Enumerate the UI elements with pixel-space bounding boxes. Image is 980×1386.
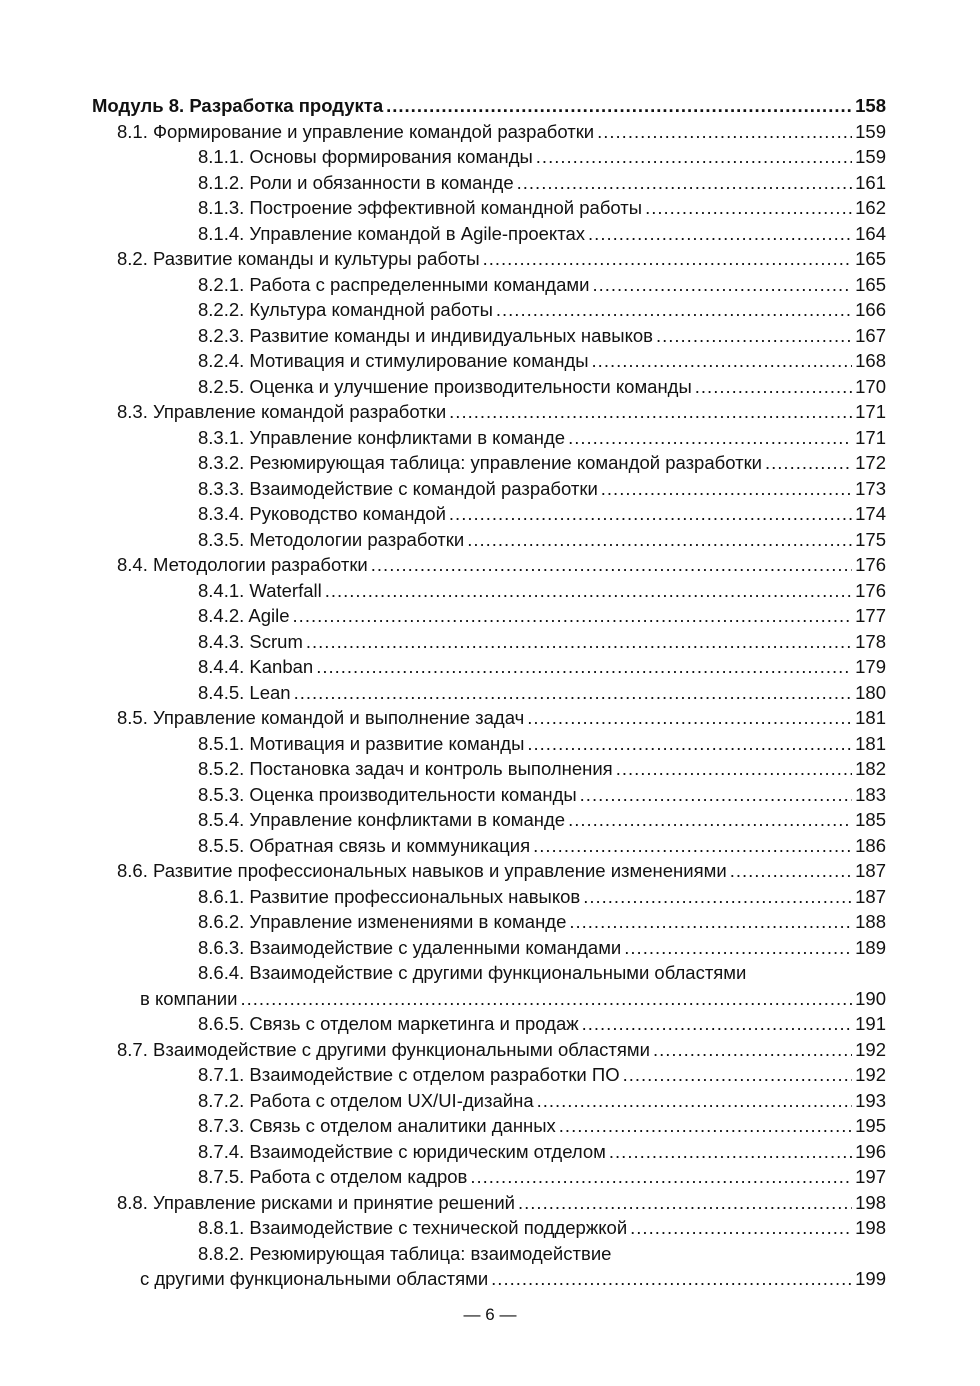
toc-entry[interactable] bbox=[92, 1037, 886, 1063]
toc-entry[interactable] bbox=[92, 323, 886, 349]
toc-entry-page-number: 195 bbox=[855, 1115, 886, 1136]
dot-leader bbox=[583, 884, 852, 910]
toc-entry-title: 8.7.1. Взаимодействие с отделом разработки ПО bbox=[198, 1064, 620, 1085]
toc-entry-title: 8.7.4. Взаимодействие с юридическим отделом bbox=[198, 1140, 606, 1162]
toc-entry[interactable] bbox=[92, 782, 886, 808]
toc-entry-page-number: 179 bbox=[855, 656, 886, 677]
toc-entry-page-number: 198 bbox=[855, 1217, 886, 1238]
toc-entry-page-number: 172 bbox=[855, 452, 886, 473]
toc-entry-page-number: 166 bbox=[855, 299, 886, 320]
toc-entry-page-number: 165 bbox=[855, 273, 886, 295]
toc-entry-title: 8.7.3. Связь с отделом аналитики данных bbox=[198, 1115, 556, 1136]
dot-leader bbox=[592, 348, 853, 374]
toc-entry-title: 8.7.2. Работа с отделом UX/UI-дизайна bbox=[198, 1089, 534, 1111]
toc-entry[interactable] bbox=[92, 170, 886, 196]
toc-entry-page-number: 187 bbox=[855, 885, 886, 907]
toc-entry[interactable] bbox=[92, 629, 886, 655]
dot-leader bbox=[240, 986, 852, 1012]
dot-leader bbox=[580, 782, 852, 808]
toc-entry-title: 8.4.1. Waterfall bbox=[198, 579, 322, 601]
dot-leader bbox=[765, 450, 852, 476]
dot-leader bbox=[536, 144, 852, 170]
dot-leader bbox=[568, 807, 852, 833]
toc-entry-page-number: 192 bbox=[855, 1064, 886, 1085]
toc-entry-title: 8.2.5. Оценка и улучшение производительности команды bbox=[198, 375, 692, 397]
toc-entry-page-number: 188 bbox=[855, 911, 886, 932]
toc-entry[interactable] bbox=[92, 935, 886, 961]
dot-leader bbox=[597, 119, 852, 145]
toc-entry-page-number: 161 bbox=[855, 171, 886, 193]
toc-entry[interactable] bbox=[92, 246, 886, 272]
toc-entry-title: 8.5.5. Обратная связь и коммуникация bbox=[198, 834, 531, 856]
toc-entry-title: 8.4.2. Agile bbox=[198, 605, 290, 626]
toc-entry-title: в компании bbox=[140, 987, 238, 1009]
toc-entry[interactable] bbox=[92, 297, 886, 323]
toc-entry-page-number: 189 bbox=[855, 936, 886, 958]
toc-entry[interactable] bbox=[92, 552, 886, 578]
dot-leader bbox=[483, 246, 853, 272]
toc-entry[interactable] bbox=[92, 756, 886, 782]
toc-entry[interactable] bbox=[92, 348, 886, 374]
dot-leader bbox=[568, 425, 852, 451]
toc-entry-page-number: 191 bbox=[855, 1013, 886, 1034]
dot-leader bbox=[569, 909, 852, 935]
toc-entry-page-number: 171 bbox=[855, 401, 886, 422]
toc-entry-page-number: 159 bbox=[855, 120, 886, 142]
toc-entry-page-number: 173 bbox=[855, 477, 886, 499]
toc-entry-page-number: 196 bbox=[855, 1140, 886, 1162]
toc-entry-title: с другими функциональными областями bbox=[140, 1268, 489, 1289]
toc-entry-title: 8.7.5. Работа с отделом кадров bbox=[198, 1166, 468, 1187]
dot-leader bbox=[518, 1190, 852, 1216]
dot-leader bbox=[630, 1215, 852, 1241]
toc-entry[interactable] bbox=[92, 654, 886, 680]
toc-entry-title: 8.2.2. Культура командной работы bbox=[198, 299, 493, 320]
toc-entry[interactable] bbox=[92, 909, 886, 935]
toc-entry[interactable] bbox=[92, 603, 886, 629]
toc-entry-title: 8.2. Развитие команды и культуры работы bbox=[117, 248, 480, 269]
dot-leader bbox=[623, 1062, 853, 1088]
toc-entry-page-number: 181 bbox=[855, 732, 886, 754]
toc-entry[interactable] bbox=[92, 399, 886, 425]
toc-entry-title: 8.3.1. Управление конфликтами в команде bbox=[198, 426, 566, 448]
toc-entry-title: 8.6.2. Управление изменениями в команде bbox=[198, 911, 567, 932]
toc-entry[interactable] bbox=[92, 731, 886, 757]
dot-leader bbox=[559, 1113, 852, 1139]
toc-entry[interactable] bbox=[92, 195, 886, 221]
dot-leader bbox=[730, 858, 852, 884]
toc-entry[interactable] bbox=[92, 1164, 886, 1190]
toc-entry[interactable] bbox=[92, 476, 886, 502]
toc-entry[interactable] bbox=[92, 1241, 886, 1267]
toc-entry[interactable] bbox=[92, 1139, 886, 1165]
toc-entry-title: 8.3. Управление командой разработки bbox=[117, 401, 447, 422]
toc-entry[interactable] bbox=[92, 1113, 886, 1139]
toc-entry-page-number: 185 bbox=[855, 809, 886, 830]
toc-entry-page-number: 199 bbox=[855, 1268, 886, 1289]
toc-entry-title: 8.7. Взаимодействие с другими функциональными областями bbox=[117, 1038, 650, 1060]
toc-entry[interactable] bbox=[92, 1215, 886, 1241]
toc-entry[interactable] bbox=[92, 272, 886, 298]
dot-leader bbox=[449, 501, 852, 527]
toc-entry[interactable] bbox=[92, 807, 886, 833]
toc-entry-page-number: 171 bbox=[855, 426, 886, 448]
toc-entry[interactable] bbox=[92, 119, 886, 145]
toc-entry-title: 8.4.5. Lean bbox=[198, 681, 291, 703]
toc-entry[interactable] bbox=[92, 374, 886, 400]
toc-entry-title: 8.6. Развитие профессиональных навыков и управление изменениями bbox=[117, 860, 727, 881]
toc-entry-page-number: 193 bbox=[855, 1089, 886, 1111]
dot-leader bbox=[496, 297, 852, 323]
toc-entry-title: 8.4.3. Scrum bbox=[198, 630, 303, 652]
toc-entry-title: 8.1.1. Основы формирования команды bbox=[198, 146, 533, 167]
toc-entry-page-number: 182 bbox=[855, 758, 886, 779]
toc-entry-page-number: 170 bbox=[855, 375, 886, 397]
dot-leader bbox=[624, 935, 852, 961]
toc-entry-title: 8.2.1. Работа с распределенными командами bbox=[198, 273, 590, 295]
toc-entry-title: 8.5. Управление командой и выполнение задач bbox=[117, 707, 525, 728]
toc-entry-page-number: 164 bbox=[855, 222, 886, 244]
toc-entry-title: Модуль 8. Разработка продукта bbox=[92, 95, 384, 116]
toc-entry[interactable] bbox=[92, 578, 886, 604]
toc-entry-title: 8.1.2. Роли и обязанности в команде bbox=[198, 171, 514, 193]
toc-entry[interactable] bbox=[92, 858, 886, 884]
toc-entry[interactable] bbox=[92, 986, 886, 1012]
toc-entry-title: 8.5.4. Управление конфликтами в команде bbox=[198, 809, 566, 830]
dot-leader bbox=[517, 170, 852, 196]
dot-leader bbox=[294, 680, 853, 706]
toc-entry[interactable] bbox=[92, 1088, 886, 1114]
toc-entry-page-number: 176 bbox=[855, 579, 886, 601]
toc-entry-title: 8.6.4. Взаимодействие с другими функциональными областями bbox=[198, 962, 747, 983]
toc-entry[interactable] bbox=[92, 833, 886, 859]
dot-leader bbox=[449, 399, 852, 425]
toc-entry-page-number: 183 bbox=[855, 783, 886, 805]
toc-entry[interactable] bbox=[92, 680, 886, 706]
dot-leader bbox=[467, 527, 852, 553]
dot-leader bbox=[656, 323, 852, 349]
toc-entry[interactable] bbox=[92, 1062, 886, 1088]
toc-entry-page-number: 181 bbox=[855, 707, 886, 728]
toc-entry-page-number: 159 bbox=[855, 146, 886, 167]
toc-entry-title: 8.5.1. Мотивация и развитие команды bbox=[198, 732, 525, 754]
toc-entry-page-number: 198 bbox=[855, 1191, 886, 1213]
toc-entry[interactable] bbox=[92, 501, 886, 527]
toc-entry-page-number: 180 bbox=[855, 681, 886, 703]
toc-entry-title: 8.6.5. Связь с отделом маркетинга и продаж bbox=[198, 1013, 579, 1034]
dot-leader bbox=[695, 374, 852, 400]
dot-leader bbox=[533, 833, 852, 859]
toc-entry-page-number: 186 bbox=[855, 834, 886, 856]
dot-leader bbox=[491, 1266, 852, 1292]
toc-entry-title: 8.3.4. Руководство командой bbox=[198, 503, 446, 524]
toc-entry-title: 8.8.2. Резюмирующая таблица: взаимодействие bbox=[198, 1242, 612, 1264]
dot-leader bbox=[588, 221, 852, 247]
toc-entry[interactable] bbox=[92, 144, 886, 170]
dot-leader bbox=[537, 1088, 853, 1114]
toc-entry[interactable] bbox=[92, 960, 886, 986]
toc-entry-page-number: 165 bbox=[855, 248, 886, 269]
toc-entry-title: 8.2.4. Мотивация и стимулирование команды bbox=[198, 350, 589, 371]
toc-entry[interactable] bbox=[92, 527, 886, 553]
toc-entry[interactable] bbox=[92, 93, 886, 119]
dot-leader bbox=[653, 1037, 852, 1063]
toc-entry[interactable] bbox=[92, 705, 886, 731]
toc-entry-page-number: 167 bbox=[855, 324, 886, 346]
dot-leader bbox=[316, 654, 852, 680]
toc-entry-title: 8.4.4. Kanban bbox=[198, 656, 314, 677]
toc-entry-page-number: 162 bbox=[855, 197, 886, 218]
toc-entry-title: 8.1.3. Построение эффективной командной работы bbox=[198, 197, 643, 218]
toc-entry-page-number: 174 bbox=[855, 503, 886, 524]
toc-entry-title: 8.8.1. Взаимодействие с технической поддержкой bbox=[198, 1217, 628, 1238]
toc-entry[interactable] bbox=[92, 450, 886, 476]
toc-entry[interactable] bbox=[92, 1266, 886, 1292]
dot-leader bbox=[386, 93, 852, 119]
toc-entry-title: 8.3.5. Методологии разработки bbox=[198, 528, 465, 550]
toc-entry-page-number: 192 bbox=[855, 1038, 886, 1060]
toc-entry-title: 8.1.4. Управление командой в Agile-проектах bbox=[198, 222, 586, 244]
toc-entry-title: 8.5.2. Постановка задач и контроль выполнения bbox=[198, 758, 613, 779]
toc-entry[interactable] bbox=[92, 1011, 886, 1037]
dot-leader bbox=[609, 1139, 852, 1165]
toc-entry[interactable] bbox=[92, 884, 886, 910]
dot-leader bbox=[527, 731, 852, 757]
dot-leader bbox=[325, 578, 852, 604]
dot-leader bbox=[592, 272, 852, 298]
dot-leader bbox=[616, 756, 852, 782]
toc-entry-title: 8.3.2. Резюмирующая таблица: управление командой разработки bbox=[198, 452, 763, 473]
toc-entry-title: 8.6.3. Взаимодействие с удаленными командами bbox=[198, 936, 622, 958]
toc-entry-title: 8.8. Управление рисками и принятие решений bbox=[117, 1191, 516, 1213]
toc-entry[interactable] bbox=[92, 221, 886, 247]
dot-leader bbox=[582, 1011, 853, 1037]
toc-entry-page-number: 158 bbox=[855, 95, 886, 116]
toc-entry-page-number: 177 bbox=[855, 605, 886, 626]
toc-entry-page-number: 197 bbox=[855, 1166, 886, 1187]
toc-entry-title: 8.1. Формирование и управление командой разработки bbox=[117, 120, 595, 142]
toc-entry-page-number: 190 bbox=[855, 987, 886, 1009]
toc-entry[interactable] bbox=[92, 1190, 886, 1216]
dot-leader bbox=[527, 705, 852, 731]
toc-entry-page-number: 168 bbox=[855, 350, 886, 371]
toc-entry-page-number: 175 bbox=[855, 528, 886, 550]
table-of-contents bbox=[92, 93, 886, 1292]
toc-entry-page-number: 187 bbox=[855, 860, 886, 881]
page-number-footer: — 6 — bbox=[463, 1305, 517, 1324]
dot-leader bbox=[470, 1164, 852, 1190]
dot-leader bbox=[293, 603, 853, 629]
dot-leader bbox=[601, 476, 852, 502]
toc-entry-page-number: 178 bbox=[855, 630, 886, 652]
toc-entry-title: 8.2.3. Развитие команды и индивидуальных навыков bbox=[198, 324, 653, 346]
dot-leader bbox=[371, 552, 852, 578]
toc-entry-title: 8.3.3. Взаимодействие с командой разработки bbox=[198, 477, 598, 499]
toc-entry-title: 8.5.3. Оценка производительности команды bbox=[198, 783, 577, 805]
toc-entry[interactable] bbox=[92, 425, 886, 451]
toc-entry-title: 8.4. Методологии разработки bbox=[117, 554, 368, 575]
toc-entry-page-number: 176 bbox=[855, 554, 886, 575]
dot-leader bbox=[645, 195, 852, 221]
dot-leader bbox=[306, 629, 852, 655]
toc-entry-title: 8.6.1. Развитие профессиональных навыков bbox=[198, 885, 581, 907]
